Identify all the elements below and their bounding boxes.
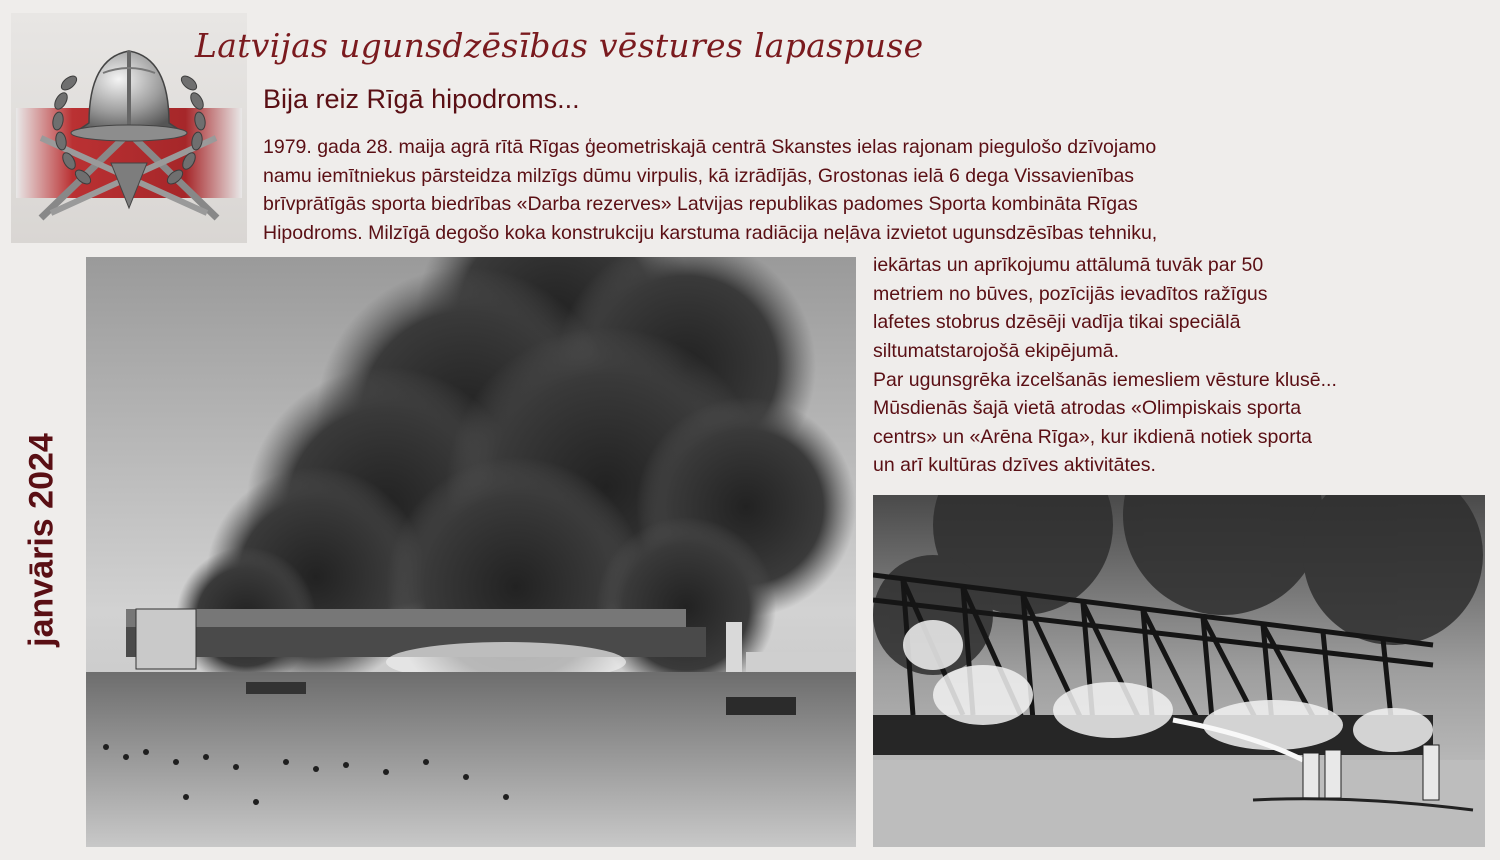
- article-line: un arī kultūras dzīves aktivitātes.: [873, 454, 1156, 476]
- issue-date: janvāris 2024: [22, 433, 61, 647]
- issue-date-vertical: [22, 380, 62, 700]
- article-line: Mūsdienās šajā vietā atrodas «Olimpiskais sporta: [873, 397, 1302, 419]
- article-line: Par ugunsgrēka izcelšanās iemesliem vēsture klusē...: [873, 369, 1337, 391]
- article-line: iekārtas un aprīkojumu attālumā tuvāk par 50: [873, 254, 1264, 276]
- article-line: centrs» un «Arēna Rīga», kur ikdienā notiek sporta: [873, 426, 1313, 448]
- site-title: Latvijas ugunsdzēsības vēstures lapaspuse: [195, 26, 924, 65]
- burning-stands-photo: [873, 495, 1485, 847]
- article-line: Hipodroms. Milzīgā degošo koka konstrukciju karstuma radiācija neļāva izvietot ugunsdzēsības tehniku,: [263, 222, 1158, 244]
- article-line: 1979. gada 28. maija agrā rītā Rīgas ģeometriskajā centrā Skanstes ielas rajonam piegulošo dzīvojamo: [263, 136, 1157, 158]
- article-line: namu iemītniekus pārsteidza milzīgs dūmu virpulis, kā izrādījās, Grostonas ielā 6 dega Vissavienības: [263, 165, 1135, 187]
- article-line: brīvprātīgās sporta biedrības «Darba rezerves» Latvijas republikas padomes Sporta kombināta Rīgas: [263, 193, 1138, 215]
- article-line: metriem no būves, pozīcijās ievadītos ražīgus: [873, 283, 1268, 305]
- hippodrome-fire-photo: [86, 257, 856, 847]
- article-line: lafetes stobrus dzēsēji vadīja tikai speciālā: [873, 311, 1241, 333]
- article-line: siltumatstarojošā ekipējumā.: [873, 340, 1120, 362]
- article-title: Bija reiz Rīgā hipodroms...: [263, 84, 580, 114]
